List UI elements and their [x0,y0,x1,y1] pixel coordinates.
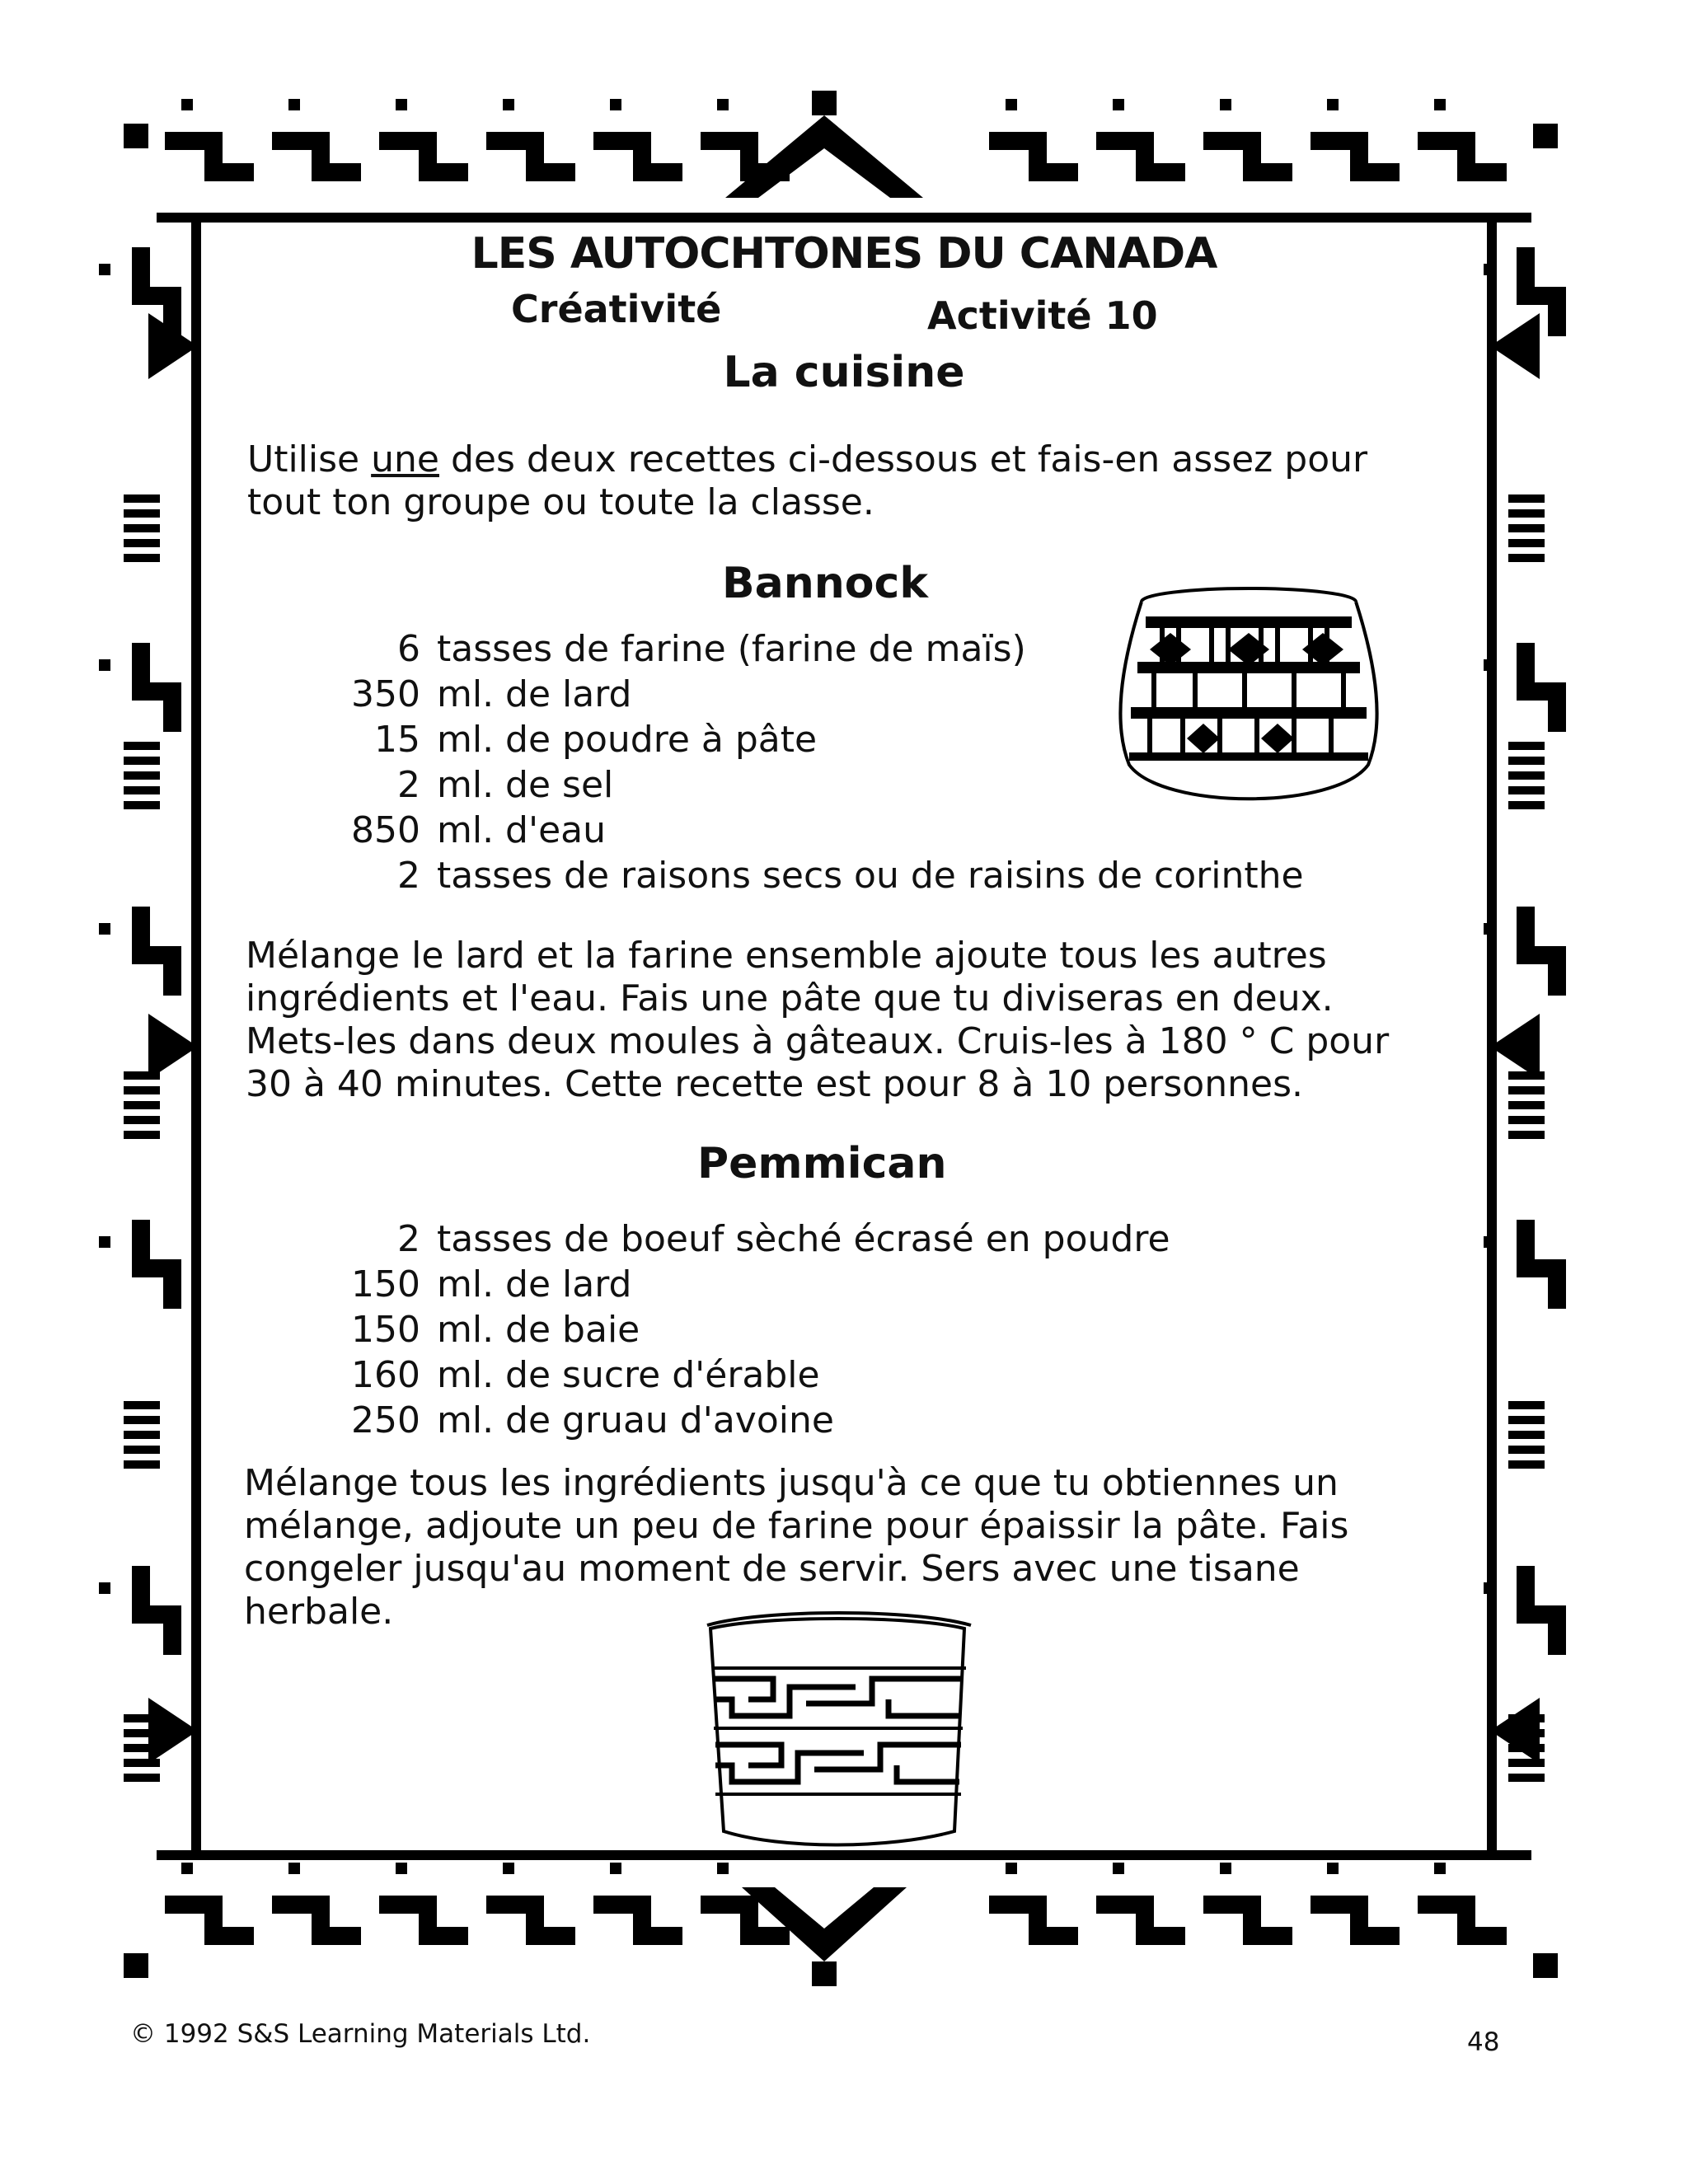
ingredient-qty: 6 [397,628,420,670]
copyright-notice: © 1992 S&S Learning Materials Ltd. [130,2019,591,2049]
ingredient-qty: 850 [351,809,420,851]
worksheet-title: LES AUTOCHTONES DU CANADA [471,229,1217,279]
ingredient-row [247,1263,1401,1309]
ingredient-item: ml. de baie [437,1309,640,1351]
ingredient-row [247,809,1401,855]
bannock-title: Bannock [722,559,928,608]
ingredient-row [247,855,1401,900]
ingredient-qty: 2 [397,1218,420,1260]
ingredient-row [247,1354,1401,1399]
ingredient-qty: 2 [397,855,420,897]
ingredient-item: tasses de boeuf sèché écrasé en poudre [437,1218,1170,1260]
pemmican-method: Mélange tous les ingrédients jusqu'à ce que tu obtiennes un mélange, adjoute un peu de farine pour épaissir la pâte. Fais congeler jusqu'au moment de servir. Sers avec une tisane herbale. [244,1462,1349,1633]
pemmican-ingredient-list [247,1218,1401,1445]
ingredient-item: ml. de lard [437,673,632,715]
ingredient-item: ml. de poudre à pâte [437,719,818,761]
ingredient-row [247,764,1401,809]
ingredient-item: ml. de lard [437,1263,632,1305]
category-label: Créativité [511,287,722,331]
ingredient-row [247,673,1401,719]
ingredient-qty: 150 [351,1263,420,1305]
ingredient-item: ml. de gruau d'avoine [437,1399,834,1441]
intro-paragraph [247,438,1401,524]
pemmican-title: Pemmican [697,1139,947,1188]
bannock-method: Mélange le lard et la farine ensemble ajoute tous les autres ingrédients et l'eau. Fais une pâte que tu diviseras en deux. Mets-les dans deux moules à gâteaux. Cruis-les à 180 ° C pour 30 à 40 minutes. Cette recette est pour 8 à 10 personnes. [246,935,1390,1105]
intro-text-after: des deux recettes ci-dessous et fais-en assez pour tout ton groupe ou toute la classe. [247,438,1368,523]
ingredient-item: tasses de raisons secs ou de raisins de corinthe [437,855,1304,897]
ingredient-item: ml. de sel [437,764,614,806]
ingredient-qty: 250 [351,1399,420,1441]
ingredient-qty: 350 [351,673,420,715]
ingredient-row [247,719,1401,764]
ingredient-qty: 2 [397,764,420,806]
ingredient-item: tasses de farine (farine de maïs) [437,628,1026,670]
intro-text-before: Utilise [247,438,372,480]
ingredient-item: ml. d'eau [437,809,607,851]
bannock-ingredient-list [247,628,1401,900]
activity-number: Activité 10 [927,293,1158,338]
ingredient-qty: 15 [374,719,420,761]
ingredient-qty: 160 [351,1354,420,1396]
page-number: 48 [1467,2027,1500,2057]
ingredient-row [247,1218,1401,1263]
ingredient-qty: 150 [351,1309,420,1351]
ingredient-row [247,1399,1401,1445]
ingredient-item: ml. de sucre d'érable [437,1354,820,1396]
woven-basket-icon [699,1609,976,1852]
ingredient-row [247,628,1401,673]
intro-text-underlined: une [371,438,439,480]
ingredient-row [247,1309,1401,1354]
section-title: La cuisine [723,348,965,397]
